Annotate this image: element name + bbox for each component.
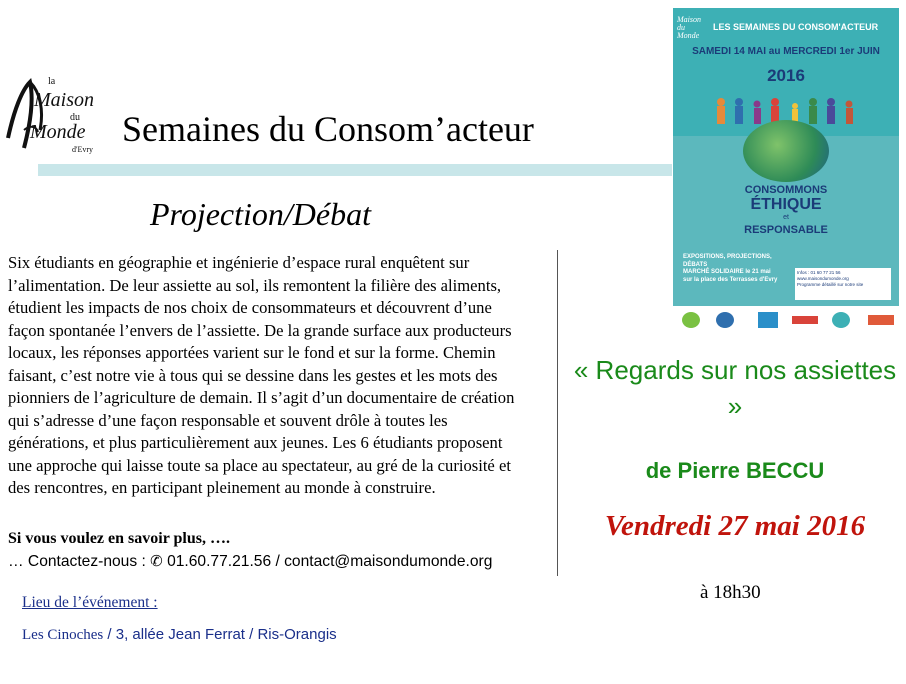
film-author: de Pierre BECCU [645,458,825,483]
sponsor-logo-1 [682,312,700,328]
event-time: à 18h30 [700,582,761,603]
sponsor-logos [680,310,898,330]
contact-line [8,552,492,571]
contact-prefix: … Contactez-nous : [8,553,151,570]
svg-text:Monde: Monde [30,121,86,143]
poster-logo: Maison du Monde [677,15,701,40]
poster-year: 2016 [767,66,805,85]
event-place [22,626,337,644]
event-date: Vendredi 27 mai 2016 [604,510,866,542]
page-title: Semaines du Consom’acteur [122,109,534,149]
section-subtitle: Projection/Débat [150,196,371,232]
sponsor-logo-3 [758,312,778,328]
svg-text:du: du [70,112,80,123]
earth-illustration [743,120,829,182]
header-divider [38,164,672,176]
poster-heading: LES SEMAINES DU CONSOM'ACTEUR [713,22,879,32]
more-info-text: Si vous voulez en savoir plus, …. [8,530,230,547]
poster-line-et: et [783,214,789,221]
poster-dates: SAMEDI 14 MAI au MERCREDI 1er JUIN [692,46,880,57]
svg-text:d'Evry: d'Evry [72,145,93,154]
sponsor-logo-6 [868,315,894,325]
poster-info: EXPOSITIONS, PROJECTIONS, DÉBATS MARCHÉ SOLIDAIRE le 21 mai sur la place des Terrasses d'Evry [683,254,778,283]
phone-icon: ✆ [150,553,163,570]
event-place-heading: Lieu de l’événement : [22,594,158,611]
film-description: Six étudiants en géographie et ingénierie d’espace rural enquêtent sur l’alimentation. De leur assiette au sol, ils remontent la filière des aliments, étudient les impacts de nos choix de consommateurs et découvrent d’une façon spontanée l’envers de l’assiette. De la grande surface aux producteurs locaux, les réponses apportées varient sur le fond et sur la forme. Chemin faisant, c’est notre vie à tous qui se dessine dans les gestes et les mots des pionniers de l’agriculture de demain. Il s’agit d’un documentaire de création qui s’adresse d’une façon responsable et souvent drôle à toutes les générations, et plus particulièrement aux jeunes. Les 6 étudiants proposent une approche qui laisse toute sa place au spectateur, au gré de la curiosité et des rencontres, en participant pleinement au monde à construire. [8,253,515,497]
svg-text:Maison: Maison [34,89,94,111]
event-poster [673,8,899,306]
column-divider [557,250,558,576]
maison-du-monde-logo [0,70,110,160]
sponsor-logo-2 [716,312,734,328]
poster-line-consommons: CONSOMMONS [744,184,828,196]
place-address: / 3, allée Jean Ferrat / Ris-Orangis [103,626,337,643]
poster-contact-box: Infos : 01 60 77 21 56 www.maisondumonde.org Programme détaillé sur notre site [795,268,891,300]
poster-line-responsable: RESPONSABLE [744,224,828,236]
poster-line-ethique: ÉTHIQUE [750,196,822,213]
sponsor-logo-4 [792,316,818,324]
sponsor-logo-5 [832,312,850,328]
place-name: Les Cinoches [22,627,104,643]
logo-graphic [0,70,110,160]
contact-details[interactable]: 01.60.77.21.56 / contact@maisondumonde.org [162,553,493,570]
film-title: « Regards sur nos assiettes » [573,355,897,421]
svg-text:la: la [48,76,56,87]
